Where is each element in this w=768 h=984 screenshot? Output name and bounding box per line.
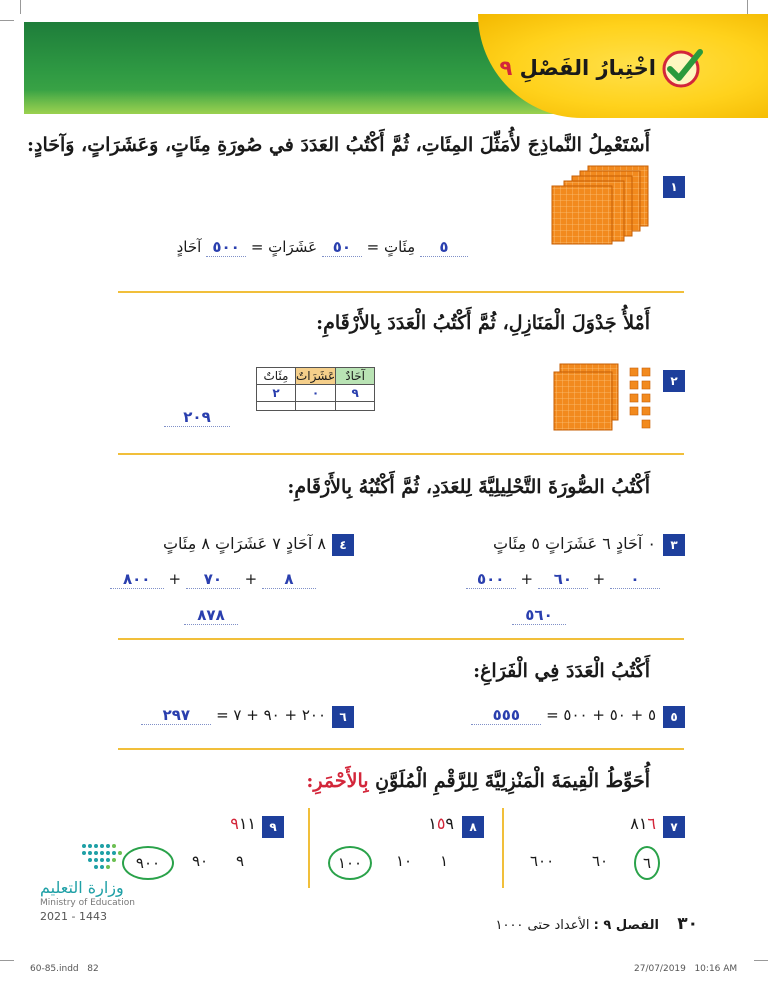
cell-ones[interactable]: ٩ (336, 385, 375, 402)
section5-instruction-red: بِالأَحْمَرِ: (306, 770, 369, 792)
q8-option-3-circled[interactable] (328, 846, 372, 880)
header-tens: عَشَرَاتٌ (296, 369, 336, 383)
q5-expression: ٥ + ٥٠ + ٥٠٠ = (546, 706, 656, 724)
q8-option-3: ١٠٠ (337, 854, 363, 872)
q8-number-end: ٩ (445, 814, 454, 833)
q3-plus-2: + (520, 570, 534, 588)
print-timestamp: 27/07/2019 10:16 AM (634, 964, 738, 974)
crop-mark-top-left (0, 20, 14, 21)
checkmark-icon (660, 44, 706, 90)
q6-answer-blank[interactable]: ٢٩٧ (141, 706, 211, 725)
page-number: ٣٠ (677, 914, 698, 934)
section1-instruction: أَسْتَعْمِلُ النَّماذِجَ لأُمَثِّلَ المِئَاتِ، ثُمَّ أَكْتُبُ العَدَدَ في صُورَةِ مِئَاتٍ، وَعَشَرَاتٍ، وَآحَادٍ: (26, 134, 650, 156)
q5-line (471, 706, 656, 725)
chapter-title-number: ٩ (499, 56, 513, 80)
ministry-logo-dots-icon (78, 842, 138, 870)
hundreds-and-ones-blocks-icon (550, 362, 660, 436)
q4-plus-2: + (168, 570, 182, 588)
q3-expanded-form (466, 570, 660, 589)
separator-1 (118, 291, 684, 293)
q3-tens-blank[interactable]: ٦٠ (538, 570, 588, 589)
q1-tens-blank[interactable]: ٥٠ (322, 238, 362, 257)
q9-number-red: ٩ (230, 814, 239, 833)
q6-badge: ٦ (332, 706, 354, 728)
ministry-name-arabic: وزارة التعليم (40, 878, 124, 897)
q5-badge: ٥ (663, 706, 685, 728)
page-footer (495, 914, 698, 934)
q4-badge: ٤ (332, 534, 354, 556)
q3-ones-blank[interactable]: ٠ (610, 570, 660, 589)
crop-mark-top-left-v (20, 0, 21, 14)
q5-answer-blank[interactable]: ٥٥٥ (471, 706, 541, 725)
q7-option-3[interactable]: ٦٠٠ (530, 852, 555, 870)
q6-expression: ٢٠٠ + ٩٠ + ٧ = (216, 706, 326, 724)
q8-option-2[interactable]: ١٠ (396, 852, 413, 870)
q9-option-3: ٩٠٠ (135, 854, 161, 872)
q8-number (428, 814, 454, 833)
q7-option-2[interactable]: ٦٠ (592, 852, 609, 870)
q3-badge: ٣ (663, 534, 685, 556)
q9-number-end: ١١ (238, 814, 256, 833)
q7-badge: ٧ (663, 816, 685, 838)
separator-3 (118, 638, 684, 640)
q4-answer (184, 606, 238, 625)
ministry-name-english: Ministry of Education (40, 898, 135, 908)
section3-instruction: أَكْتُبُ الصُّورَةَ التَّحْلِيلِيَّةَ لِلعَدَدِ، ثُمَّ أَكْتُبُهُ بِالأَرْقَامِ: (287, 476, 650, 498)
cell-tens[interactable]: ٠ (296, 385, 336, 402)
file-name: 60-85.indd 82 (30, 964, 99, 974)
q3-answer (512, 606, 566, 625)
q1-answer-line (177, 238, 468, 257)
q4-prompt: ٨ آحَادٍ ٧ عَشَرَاتٍ ٨ مِئَاتٍ (162, 534, 326, 553)
q1-hundreds-label: مِئَاتٍ = (366, 238, 416, 256)
separator-2 (118, 453, 684, 455)
q4-answer-blank[interactable]: ٨٧٨ (184, 606, 238, 625)
q3-plus-1: + (592, 570, 606, 588)
cell-empty-1 (257, 402, 296, 411)
q9-option-1[interactable]: ٩ (236, 852, 245, 870)
section5-instruction (306, 770, 650, 792)
q3-answer-blank[interactable]: ٥٦٠ (512, 606, 566, 625)
chapter-title-text: اخْتِبارُ الفَصْلِ (519, 56, 656, 80)
section5-instruction-main: أُحَوِّطُ الْقِيمَةَ الْمَنْزِلِيَّةَ لِلرَّقْمِ الْمُلَوَّنِ (368, 770, 650, 792)
q7-number-start: ٨١ (630, 814, 648, 833)
header-ones: آحَادٌ (336, 368, 375, 385)
column-divider-1 (502, 808, 504, 888)
q4-expanded-form (110, 570, 316, 589)
q4-hundreds-blank[interactable]: ٨٠٠ (110, 570, 164, 589)
q8-number-start: ١ (428, 814, 437, 833)
separator-4 (118, 748, 684, 750)
q1-ones-blank[interactable]: ٥٠٠ (206, 238, 246, 257)
cell-hundreds[interactable]: ٢ (257, 385, 296, 402)
q2-answer-blank[interactable]: ٢٠٩ (164, 408, 230, 427)
q9-option-2[interactable]: ٩٠ (192, 852, 209, 870)
q1-tens-label: عَشَرَاتٍ = (250, 238, 318, 256)
place-value-table (256, 367, 375, 411)
q9-badge: ٩ (262, 816, 284, 838)
cell-empty-3 (336, 402, 375, 411)
chapter-title (499, 56, 656, 80)
footer-chapter-label: الفصل ٩ : (593, 918, 659, 933)
q9-number (230, 814, 256, 833)
crop-mark-bottom-left (0, 960, 14, 961)
q3-hundreds-blank[interactable]: ٥٠٠ (466, 570, 516, 589)
q3-prompt: ٠ آحَادٍ ٦ عَشَرَاتٍ ٥ مِئَاتٍ (492, 534, 656, 553)
q4-tens-blank[interactable]: ٧٠ (186, 570, 240, 589)
section2-instruction: أَمْلأُ جَدْوَلَ الْمَنَازِلِ، ثُمَّ أَكْتُبُ الْعَدَدَ بِالأَرْقَامِ: (316, 312, 650, 334)
q7-number (630, 814, 656, 833)
crop-mark-top-right-v (747, 0, 748, 14)
q4-ones-blank[interactable]: ٨ (262, 570, 316, 589)
q1-hundreds-blank[interactable]: ٥ (420, 238, 468, 257)
q4-plus-1: + (244, 570, 258, 588)
hundreds-blocks-icon (548, 164, 658, 246)
q2-badge: ٢ (663, 370, 685, 392)
crop-mark-bottom-right (754, 960, 768, 961)
section4-instruction: أَكْتُبُ الْعَدَدَ فِي الْفَرَاغِ: (473, 660, 650, 682)
header-hundreds: مِئَاتٌ (257, 368, 296, 385)
q7-option-1-circled[interactable] (634, 846, 660, 880)
q1-badge: ١ (663, 176, 685, 198)
q8-badge: ٨ (462, 816, 484, 838)
q1-ones-label: آحَادٍ (176, 238, 202, 256)
q8-number-red: ٥ (436, 814, 446, 833)
q7-option-1: ٦ (642, 854, 652, 872)
ministry-year: 2021 - 1443 (40, 910, 107, 923)
q2-answer (164, 408, 230, 427)
q7-number-red: ٦ (647, 814, 656, 833)
column-divider-2 (308, 808, 310, 888)
cell-empty-2 (296, 402, 336, 411)
q6-line (141, 706, 326, 725)
footer-chapter-topic: الأعداد حتى ١٠٠٠ (495, 918, 590, 933)
q8-option-1[interactable]: ١ (440, 852, 449, 870)
